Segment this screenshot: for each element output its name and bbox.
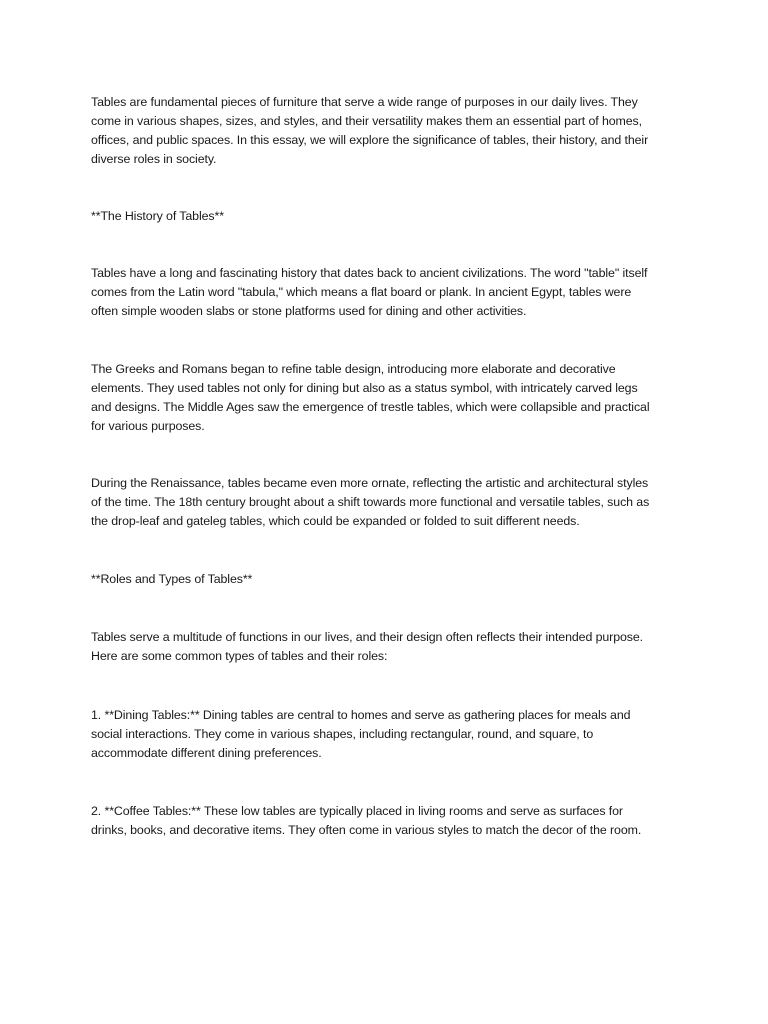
text-line: diverse roles in society.: [91, 152, 217, 166]
intro-paragraph: [91, 93, 691, 169]
text-line: During the Renaissance, tables became even more ornate, reflecting the artistic and architectural styles: [91, 476, 649, 490]
history-paragraph-1: [91, 264, 691, 321]
text-line: and designs. The Middle Ages saw the emergence of trestle tables, which were collapsible and practical: [91, 400, 650, 414]
text-line: Tables serve a multitude of functions in our lives, and their design often reflects their intended purpose.: [91, 630, 644, 644]
coffee-tables-item: [91, 802, 691, 840]
text-line: 2. **Coffee Tables:** These low tables are typically placed in living rooms and serve as surfaces for: [91, 804, 623, 818]
text-line: elements. They used tables not only for dining but also as a status symbol, with intricately carved legs: [91, 381, 638, 395]
text-line: Tables are fundamental pieces of furniture that serve a wide range of purposes in our daily lives. They: [91, 95, 638, 109]
history-heading: [91, 207, 691, 226]
history-paragraph-2: [91, 360, 691, 436]
text-line: drinks, books, and decorative items. They often come in various styles to match the decor of the room.: [91, 823, 642, 837]
text-line: social interactions. They come in various shapes, including rectangular, round, and square, to: [91, 727, 594, 741]
roles-heading: [91, 570, 691, 589]
text-line: often simple wooden slabs or stone platforms used for dining and other activities.: [91, 304, 527, 318]
roles-paragraph: [91, 628, 691, 666]
text-line: 1. **Dining Tables:** Dining tables are central to homes and serve as gathering places for meals and: [91, 708, 631, 722]
text-line: come in various shapes, sizes, and styles, and their versatility makes them an essential part of homes,: [91, 114, 642, 128]
heading-line: **Roles and Types of Tables**: [91, 572, 253, 586]
text-line: comes from the Latin word "tabula," which means a flat board or plank. In ancient Egypt, tables were: [91, 285, 632, 299]
text-line: The Greeks and Romans began to refine table design, introducing more elaborate and decorative: [91, 362, 616, 376]
heading-line: **The History of Tables**: [91, 209, 224, 223]
text-line: offices, and public spaces. In this essay, we will explore the significance of tables, their history, and their: [91, 133, 649, 147]
text-line: Here are some common types of tables and their roles:: [91, 649, 388, 663]
text-line: the drop-leaf and gateleg tables, which could be expanded or folded to suit different needs.: [91, 514, 580, 528]
text-line: of the time. The 18th century brought about a shift towards more functional and versatile tables, such as: [91, 495, 650, 509]
history-paragraph-3: [91, 474, 691, 531]
text-line: Tables have a long and fascinating history that dates back to ancient civilizations. The word "table" itself: [91, 266, 648, 280]
text-line: for various purposes.: [91, 419, 205, 433]
text-line: accommodate different dining preferences.: [91, 746, 322, 760]
dining-tables-item: [91, 706, 691, 763]
